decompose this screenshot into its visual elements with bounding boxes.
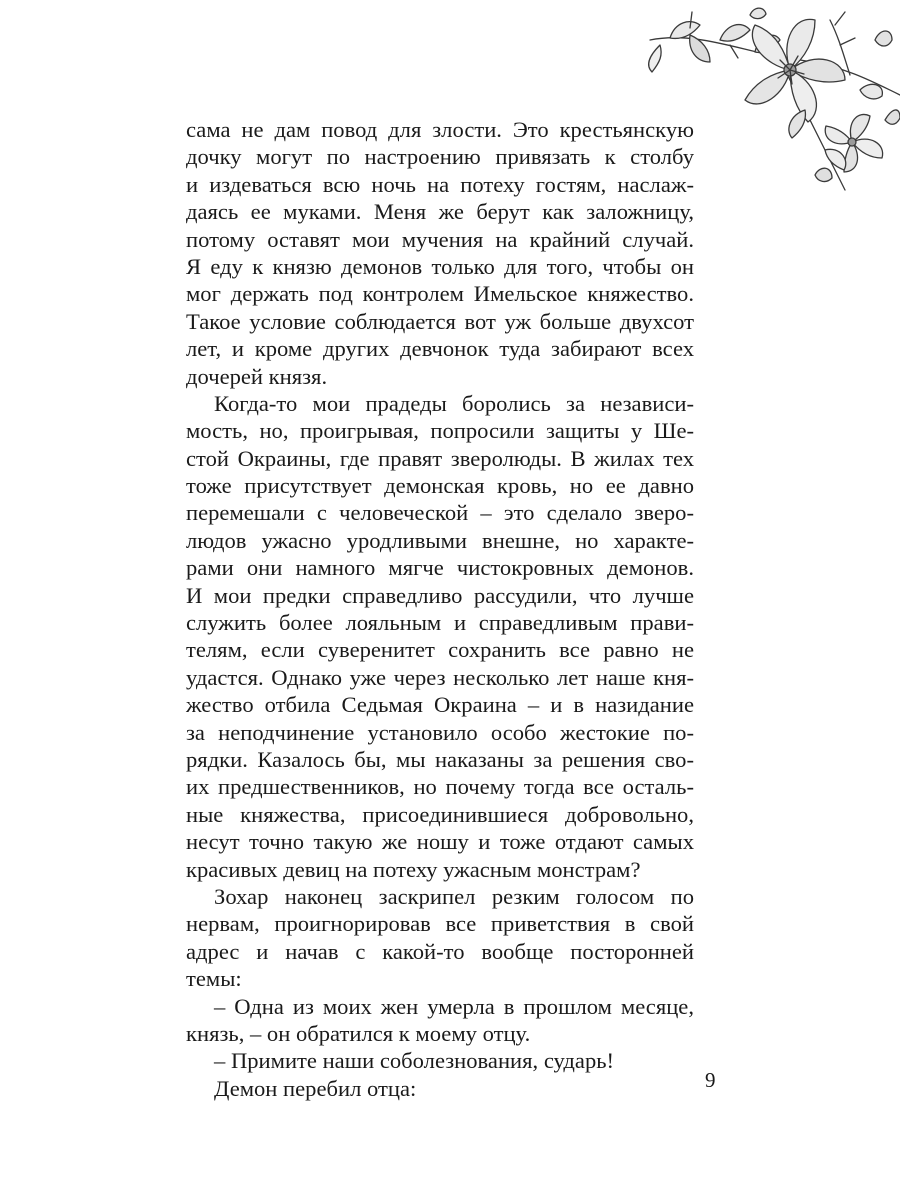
text-line: нервам, проигнорировав все приветствия в свой xyxy=(186,911,694,937)
text-line: тоже присутствует демонская кровь, но ее давно xyxy=(186,473,694,499)
text-line: несут точно такую же ношу и тоже отдают самых xyxy=(186,829,694,855)
text-line: удастся. Однако уже через несколько лет наше кня- xyxy=(186,664,694,690)
text-line: Когда-то мои прадеды боролись за независи- xyxy=(214,390,694,416)
text-line: – Примите наши соболезнования, сударь! xyxy=(214,1048,615,1074)
text-line: рами они намного мягче чистокровных демонов. xyxy=(186,555,694,581)
text-line: Демон перебил отца: xyxy=(214,1075,417,1101)
text-line: темы: xyxy=(186,966,242,992)
text-line: потому оставят мои мучения на крайний случай. xyxy=(186,226,694,252)
text-line: жество отбила Седьмая Окраина – и в назидание xyxy=(186,692,694,718)
text-line: телям, если суверенитет сохранить все равно не xyxy=(186,637,694,663)
text-line: – Одна из моих жен умерла в прошлом месяце, xyxy=(214,993,694,1019)
text-line: даясь ее муками. Меня же берут как заложницу, xyxy=(186,199,694,225)
text-line: стой Окраины, где правят зверолюды. В жилах тех xyxy=(186,445,694,471)
text-line: дочерей князя. xyxy=(186,363,328,389)
text-line: Я еду к князю демонов только для того, чтобы он xyxy=(186,253,694,279)
text-line: красивых девиц на потеху ужасным монстрам? xyxy=(186,856,641,882)
text-line: их предшественников, но почему тогда все осталь- xyxy=(186,774,694,800)
text-line: И мои предки справедливо рассудили, что лучше xyxy=(186,582,694,608)
text-line: адрес и начав с какой-то вообще посторонней xyxy=(186,938,694,964)
text-line: сама не дам повод для злости. Это крестьянскую xyxy=(186,117,694,142)
text-line: дочку могут по настроению привязать к столбу xyxy=(186,144,694,170)
text-line: Зохар наконец заскрипел резким голосом по xyxy=(214,883,694,909)
text-line: за неподчинение установило особо жестокие по- xyxy=(186,719,694,745)
text-line: перемешали с человеческой – это сделало звеpo- xyxy=(186,500,694,526)
text-line: и издеваться всю ночь на потеху гостям, наслаж- xyxy=(186,171,694,197)
text-line: лет, и кроме других девчонок туда забирают всех xyxy=(186,336,694,362)
text-line: служить более лояльным и справедливым прави- xyxy=(186,610,694,636)
page-number: 9 xyxy=(705,1068,716,1092)
text-line: Такое условие соблюдается вот уж больше двухсот xyxy=(186,308,694,334)
text-line: мог держать под контролем Имельское княжество. xyxy=(186,281,694,307)
text-line: людов ужасно уродливыми внешне, но характе- xyxy=(186,527,694,553)
text-line: князь, – он обратился к моему отцу. xyxy=(186,1020,531,1046)
text-line: мость, но, проигрывая, попросили защиты у Ше- xyxy=(186,418,694,444)
text-line: ные княжества, присоединившиеся добровольно, xyxy=(186,801,694,827)
text-line: рядки. Казалось бы, мы наказаны за решения сво- xyxy=(186,746,694,772)
body-text xyxy=(186,116,694,1102)
